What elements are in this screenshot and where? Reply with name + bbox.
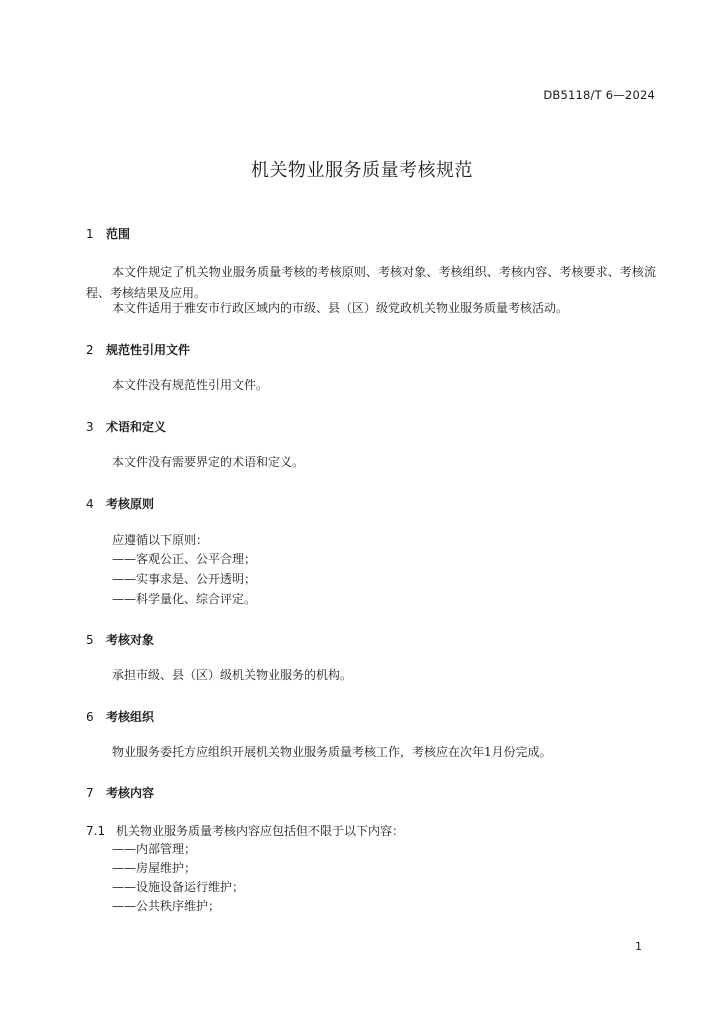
section-2-paragraph: 本文件没有规范性引用文件。 [112, 378, 269, 392]
section-title: 考核内容 [106, 786, 155, 800]
clause-text: 机关物业服务质量考核内容应包括但不限于以下内容： [116, 824, 405, 838]
section-number: 4 [86, 497, 94, 511]
section-1-heading [86, 225, 130, 242]
clause-7-1 [86, 822, 404, 839]
standard-code: DB5118/T 6—2024 [543, 88, 655, 102]
section-5-heading [86, 631, 154, 648]
list-item: ——客观公正、公平合理； [112, 552, 257, 566]
section-title: 考核组织 [106, 710, 155, 724]
list-item: ——房屋维护； [112, 861, 197, 875]
section-4-heading [86, 495, 154, 512]
clause-number: 7.1 [86, 824, 106, 838]
section-number: 5 [86, 633, 94, 647]
section-number: 7 [86, 786, 94, 800]
section-number: 3 [86, 420, 94, 434]
section-6-paragraph: 物业服务委托方应组织开展机关物业服务质量考核工作，考核应在次年1月份完成。 [112, 745, 552, 759]
section-number: 2 [86, 343, 94, 357]
section-4-intro: 应遵循以下原则： [112, 533, 209, 547]
section-title: 考核原则 [106, 497, 155, 511]
section-3-paragraph: 本文件没有需要界定的术语和定义。 [112, 455, 305, 469]
section-3-heading [86, 418, 166, 435]
section-5-paragraph: 承担市级、县（区）级机关物业服务的机构。 [112, 668, 353, 682]
section-1-paragraph-2: 本文件适用于雅安市行政区域内的市级、县（区）级党政机关物业服务质量考核活动。 [112, 301, 569, 315]
list-item: ——公共秩序维护； [112, 899, 221, 913]
section-title: 术语和定义 [106, 420, 167, 434]
document-title: 机关物业服务质量考核规范 [251, 160, 473, 181]
page-number: 1 [635, 940, 642, 953]
section-number: 1 [86, 227, 94, 241]
list-item: ——设施设备运行维护； [112, 880, 245, 894]
list-item: ——科学量化、综合评定。 [112, 592, 257, 606]
section-7-heading [86, 784, 154, 801]
section-number: 6 [86, 710, 94, 724]
list-item: ——内部管理； [112, 842, 197, 856]
list-item: ——实事求是、公开透明； [112, 572, 257, 586]
section-title: 范围 [106, 227, 131, 241]
section-2-heading [86, 341, 190, 358]
section-6-heading [86, 708, 154, 725]
section-1-paragraph-1: 本文件规定了机关物业服务质量考核的考核原则、考核对象、考核组织、考核内容、考核要求、考核流程、考核结果及应用。 [86, 265, 656, 300]
section-title: 考核对象 [106, 633, 155, 647]
section-title: 规范性引用文件 [106, 343, 191, 357]
